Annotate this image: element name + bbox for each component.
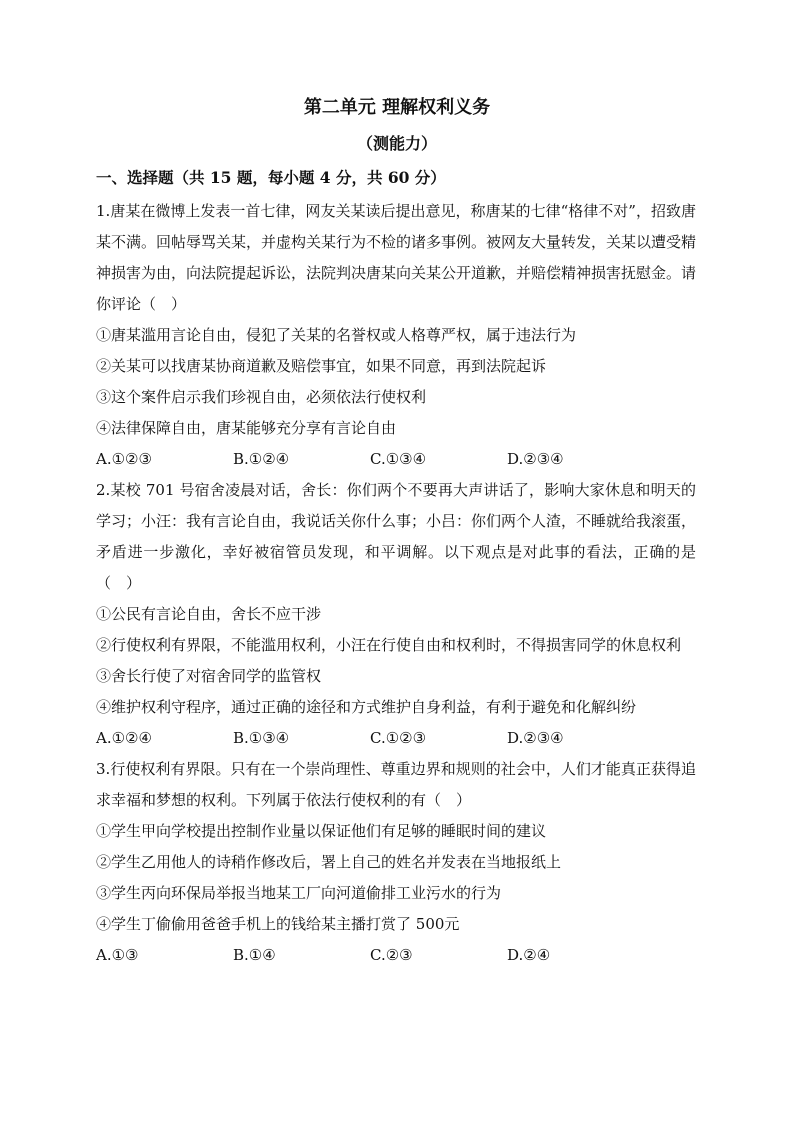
choice-b: B.①②④ [233, 450, 290, 468]
choice-a: A.①②④ [96, 729, 152, 747]
question-option: ①学生甲向学校提出控制作业量以保证他们有足够的睡眠时间的建议 [96, 822, 547, 840]
choice-c: C.①②③ [370, 729, 427, 747]
question-stem: 3.行使权利有界限。只有在一个崇尚理性、尊重边界和规则的社会中，人们才能真正获得追求幸福和梦想的权利。下列属于依法行使权利的有（ ） [96, 760, 696, 809]
answer-choices [96, 723, 696, 754]
question-option: ③学生丙向环保局举报当地某工厂向河道偷排工业污水的行为 [96, 884, 502, 902]
choice-b: B.①④ [233, 946, 276, 964]
question-option: ③这个案件启示我们珍视自由，必须依法行使权利 [96, 388, 427, 406]
question-stem: 1.唐某在微博上发表一首七律，网友关某读后提出意见，称唐某的七律“格律不对”，招致唐某不满。回帖辱骂关某，并虚构关某行为不检的诸多事例。被网友大量转发，关某以遭受精神损害为由，向法院提起诉讼，法院判决唐某向关某公开道歉，并赔偿精神损害抚慰金。请你评论（ ） [96, 202, 697, 313]
choice-d: D.②③④ [507, 450, 564, 468]
choice-d: D.②④ [507, 946, 551, 964]
question-option: ④学生丁偷偷用爸爸手机上的钱给某主播打赏了 500元 [96, 915, 460, 933]
question-option: ④法律保障自由，唐某能够充分享有言论自由 [96, 419, 397, 437]
choice-d: D.②③④ [507, 729, 564, 747]
question-list [96, 196, 696, 971]
choice-c: C.②③ [370, 946, 413, 964]
question-1 [96, 196, 696, 475]
page-subtitle: （测能力） [356, 134, 437, 153]
question-option: ④维护权利守程序，通过正确的途径和方式维护自身利益，有利于避免和化解纠纷 [96, 698, 637, 716]
choice-a: A.①③ [96, 946, 139, 964]
choice-c: C.①③④ [370, 450, 427, 468]
choice-b: B.①③④ [233, 729, 290, 747]
question-option: ①公民有言论自由，舍长不应干涉 [96, 605, 322, 623]
question-option: ③舍长行使了对宿舍同学的监管权 [96, 667, 322, 685]
page-title: 第二单元 理解权利义务 [303, 97, 491, 118]
question-option: ②行使权利有界限，不能滥用权利，小汪在行使自由和权利时，不得损害同学的休息权利 [96, 636, 682, 654]
question-option: ②学生乙用他人的诗稍作修改后，署上自己的姓名并发表在当地报纸上 [96, 853, 562, 871]
question-option: ①唐某滥用言论自由，侵犯了关某的名誉权或人格尊严权，属于违法行为 [96, 326, 577, 344]
question-2 [96, 475, 696, 754]
question-stem: 2.某校 701 号宿舍凌晨对话，舍长：你们两个不要再大声讲话了，影响大家休息和明天的学习；小汪：我有言论自由，我说话关你什么事；小吕：你们两个人渣，不睡就给我滚蛋，矛盾进一步激化，幸好被宿管员发现，和平调解。以下观点是对此事的看法，正确的是（ ） [96, 481, 697, 592]
question-option: ②关某可以找唐某协商道歉及赔偿事宜，如果不同意，再到法院起诉 [96, 357, 547, 375]
choice-a: A.①②③ [96, 450, 152, 468]
section-heading: 一、选择题（共 15 题，每小题 4 分，共 60 分） [96, 168, 446, 187]
question-3 [96, 754, 696, 971]
answer-choices [96, 444, 696, 475]
answer-choices [96, 940, 696, 971]
